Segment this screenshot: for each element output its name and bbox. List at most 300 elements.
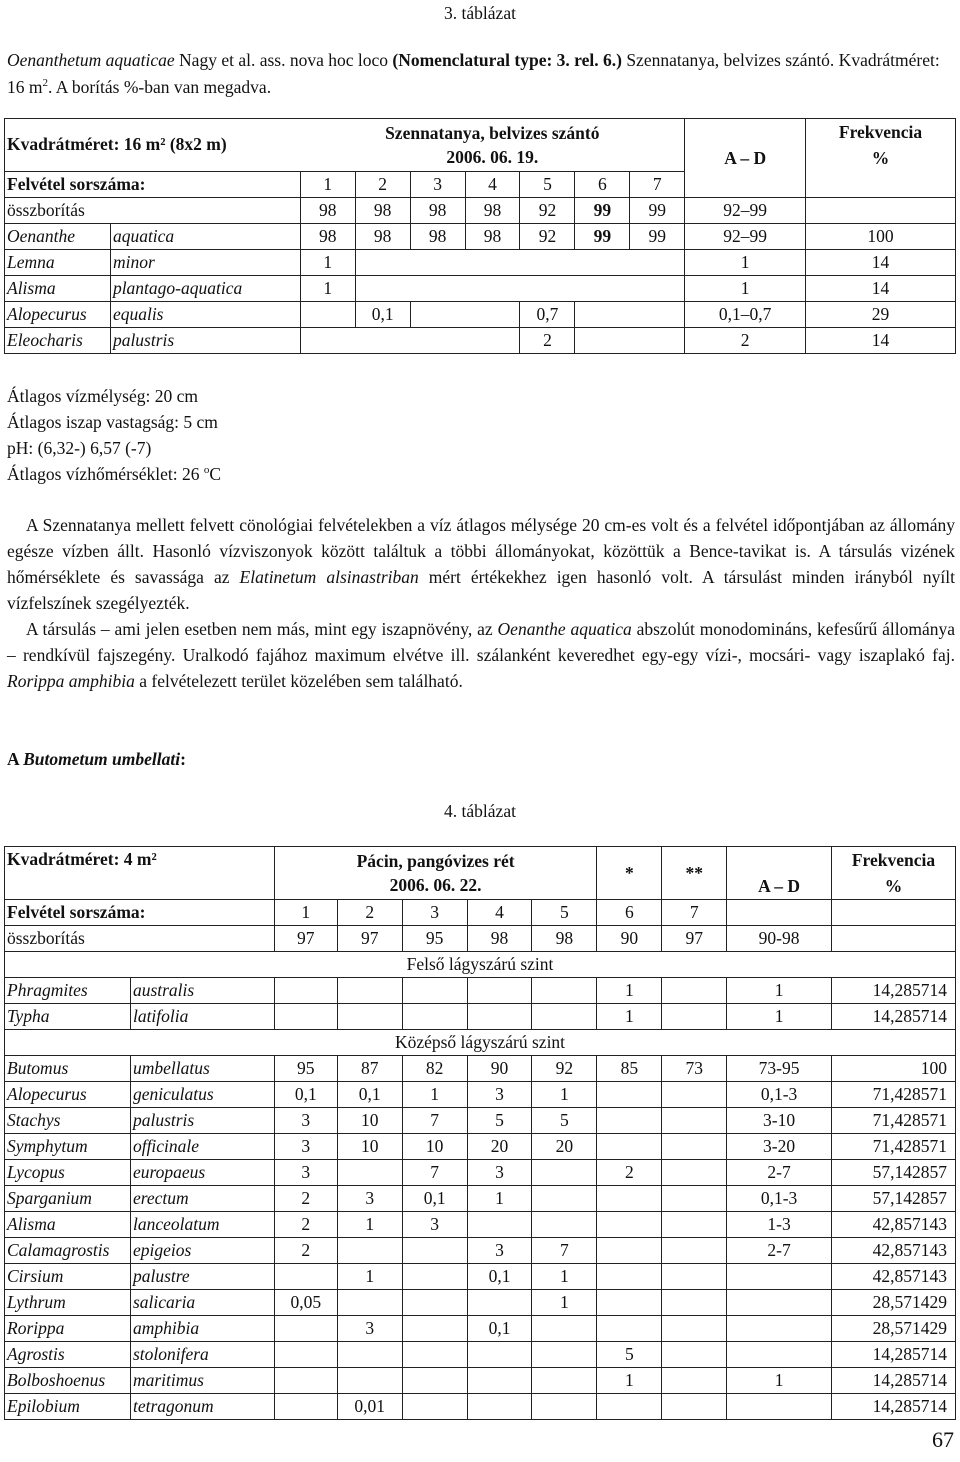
releve-number: 5 (532, 900, 597, 926)
cover-value: 1 (402, 1082, 467, 1108)
species: palustre (130, 1264, 274, 1290)
quadrat-size: Kvadrátméret: 4 m² (5, 847, 275, 900)
cover-value (597, 1238, 662, 1264)
cover-value (532, 978, 597, 1004)
empty-cell (832, 900, 956, 926)
cover-value (274, 1264, 337, 1290)
table3-releve-row (5, 171, 956, 197)
frequency-header: Frekvencia % (806, 119, 956, 172)
cover-value: 3 (274, 1108, 337, 1134)
cover-value: 98 (355, 197, 410, 223)
ad-value: 1-3 (727, 1212, 832, 1238)
paragraph-2: A társulás – ami jelen esetben nem más, mint egy iszapnövény, az Oenanthe aquatica abszolút monodomináns, kefesűrű állománya – rendkívül fajszegény. Uralkodó fajához maximum elvétve ill. szálanként keveredhet egy-egy vízi-, mocsári- vagy iszaplakó faj. Rorippa amphibia a felvételezett terület közelében sem található. (7, 619, 956, 691)
species: amphibia (130, 1316, 274, 1342)
site-notes (7, 383, 221, 487)
cover-value: 98 (410, 197, 465, 223)
cover-value: 0,01 (337, 1394, 402, 1420)
cover-value: 1 (300, 249, 355, 275)
species: lanceolatum (130, 1212, 274, 1238)
cover-value: 99 (575, 197, 630, 223)
cover-value: 82 (402, 1056, 467, 1082)
cover-value (532, 1212, 597, 1238)
cover-value: 97 (337, 926, 402, 952)
cover-value: 5 (532, 1108, 597, 1134)
frequency-value: 71,428571 (832, 1108, 956, 1134)
releve-number: 1 (274, 900, 337, 926)
cover-value (402, 978, 467, 1004)
species-row (5, 1056, 956, 1082)
table4-caption: 4. táblázat (444, 801, 516, 821)
table3-header-row (5, 119, 956, 172)
ad-value: 1 (727, 1368, 832, 1394)
cover-value: 0,1 (355, 301, 410, 327)
cover-value: 0,1 (467, 1264, 532, 1290)
genus: Eleocharis (5, 327, 111, 353)
genus: Alopecurus (5, 301, 111, 327)
cover-value (337, 978, 402, 1004)
ad-value (727, 1394, 832, 1420)
ad-value (727, 1342, 832, 1368)
releve-number: 6 (575, 171, 630, 197)
cover-value: 92 (520, 197, 575, 223)
quadrat-size: Kvadrátméret: 16 m² (8x2 m) (5, 119, 301, 172)
cover-value: 1 (532, 1290, 597, 1316)
genus: Rorippa (5, 1316, 131, 1342)
page-number: 67 (932, 1427, 954, 1452)
cover-value (597, 1082, 662, 1108)
cover-value: 5 (597, 1342, 662, 1368)
ad-value: 0,1-3 (727, 1186, 832, 1212)
species-row (5, 1394, 956, 1420)
genus: Stachys (5, 1108, 131, 1134)
cover-value: 0,7 (520, 301, 575, 327)
releve-number: 7 (630, 171, 685, 197)
cover-value (274, 1394, 337, 1420)
genus: Lycopus (5, 1160, 131, 1186)
cover-value (402, 1368, 467, 1394)
cover-value: 3 (467, 1082, 532, 1108)
empty-cell (806, 197, 956, 223)
species-row (5, 1212, 956, 1238)
species: latifolia (130, 1004, 274, 1030)
genus: Alisma (5, 1212, 131, 1238)
genus: Oenanthe (5, 223, 111, 249)
cover-value (532, 1186, 597, 1212)
species-row (5, 327, 956, 353)
cover-value (662, 1342, 727, 1368)
cover-value: 3 (337, 1186, 402, 1212)
cover-value (402, 1394, 467, 1420)
species: stolonifera (130, 1342, 274, 1368)
releve-number: 2 (355, 171, 410, 197)
frequency-value: 14,285714 (832, 978, 956, 1004)
cover-value: 3 (274, 1134, 337, 1160)
cover-value (402, 1238, 467, 1264)
cover-value (662, 1394, 727, 1420)
cover-value (465, 327, 520, 353)
table3-cover-row (5, 197, 956, 223)
cover-value: 7 (402, 1108, 467, 1134)
species: umbellatus (130, 1056, 274, 1082)
cover-value (662, 1212, 727, 1238)
frequency-value: 57,142857 (832, 1186, 956, 1212)
cover-value (274, 1004, 337, 1030)
cover-value: 98 (300, 223, 355, 249)
star-header: * (597, 847, 662, 900)
empty-cell (727, 900, 832, 926)
cover-value: 92 (520, 223, 575, 249)
location-text: Szennatanya, belvizes szántó. Kvadrátméret: 16 m (7, 50, 940, 97)
ad-value: 2-7 (727, 1238, 832, 1264)
species: geniculatus (130, 1082, 274, 1108)
ad-value: 2-7 (727, 1160, 832, 1186)
cover-value: 90 (597, 926, 662, 952)
ad-value: 3-10 (727, 1108, 832, 1134)
species-row (5, 1134, 956, 1160)
cover-value: 10 (337, 1134, 402, 1160)
cover-value (520, 249, 575, 275)
cover-value: 92 (532, 1056, 597, 1082)
cover-value (597, 1394, 662, 1420)
cover-value (465, 275, 520, 301)
cover-value: 7 (402, 1160, 467, 1186)
cover-value (662, 1368, 727, 1394)
table3-title (7, 47, 955, 101)
species: officinale (130, 1134, 274, 1160)
note-ph: pH: (6,32-) 6,57 (-7) (7, 438, 152, 458)
cover-value: 99 (575, 223, 630, 249)
frequency-value: 100 (832, 1056, 956, 1082)
paragraph-1: A Szennatanya mellett felvett cönológiai felvételekben a víz átlagos mélysége 20 cm-es volt és a felvétel időpontjában az állomány egésze vízben állt. Hasonló vízviszonyok között találtuk a többi állományokat, közöttük a Bence-tavikat is. A társulás vizének hőmérséklete és savassága az Elatinetum alsinastriban mért értékekhez igen hasonló volt. A társulást minden irányból nyílt vízfelszínek szegélyezték. (7, 515, 955, 613)
species-row (5, 1160, 956, 1186)
frequency-value: 14,285714 (832, 1394, 956, 1420)
cover-value (575, 249, 630, 275)
cover-value: 1 (532, 1264, 597, 1290)
cover-value (410, 327, 465, 353)
cover-value: 97 (662, 926, 727, 952)
ad-value: 3-20 (727, 1134, 832, 1160)
association-name: Oenanthetum aquaticae (7, 50, 175, 70)
species-row (5, 1290, 956, 1316)
cover-ad: 92–99 (685, 197, 806, 223)
cover-value: 1 (300, 275, 355, 301)
ad-value: 1 (727, 1004, 832, 1030)
cover-value (662, 1004, 727, 1030)
cover-value: 3 (337, 1316, 402, 1342)
site-date: Pácin, pangóvizes rét 2006. 06. 22. (274, 847, 597, 900)
cover-value: 0,1 (402, 1186, 467, 1212)
note-mud: Átlagos iszap vastagság: 5 cm (7, 412, 218, 432)
cover-value (410, 301, 465, 327)
cover-value (300, 327, 355, 353)
species-row (5, 1004, 956, 1030)
species-row (5, 1316, 956, 1342)
ad-header: A – D (727, 847, 832, 900)
cover-value (532, 1342, 597, 1368)
genus: Symphytum (5, 1134, 131, 1160)
note-depth: Átlagos vízmélység: 20 cm (7, 386, 199, 406)
cover-value: 1 (467, 1186, 532, 1212)
cover-value: 0,05 (274, 1290, 337, 1316)
cover-value: 1 (337, 1264, 402, 1290)
cover-value: 98 (465, 223, 520, 249)
cover-value: 87 (337, 1056, 402, 1082)
cover-value: 73 (662, 1056, 727, 1082)
cover-value: 3 (402, 1212, 467, 1238)
genus: Lythrum (5, 1290, 131, 1316)
cover-value (337, 1290, 402, 1316)
butometum-heading: A Butometum umbellati: (7, 749, 186, 769)
cover-value: 1 (597, 1004, 662, 1030)
genus: Butomus (5, 1056, 131, 1082)
releve-number: 3 (402, 900, 467, 926)
ad-value: 0,1–0,7 (685, 301, 806, 327)
ad-header: A – D (685, 119, 806, 172)
cover-value: 98 (410, 223, 465, 249)
cover-value (465, 249, 520, 275)
cover-value: 3 (467, 1238, 532, 1264)
species: erectum (130, 1186, 274, 1212)
table3-caption: 3. táblázat (444, 3, 516, 23)
cover-ad: 90-98 (727, 926, 832, 952)
cover-value: 1 (337, 1212, 402, 1238)
cover-value (597, 1264, 662, 1290)
cover-value: 98 (467, 926, 532, 952)
section-row (5, 952, 956, 978)
cover-value (532, 1368, 597, 1394)
ad-value: 73-95 (727, 1056, 832, 1082)
cover-value: 1 (597, 978, 662, 1004)
cover-value (355, 249, 410, 275)
cover-value (520, 275, 575, 301)
species: palustris (130, 1108, 274, 1134)
cover-value: 3 (274, 1160, 337, 1186)
note-temperature: Átlagos vízhőmérséklet: 26 $^o$C (7, 464, 222, 484)
cover-label: összborítás (5, 926, 275, 952)
cover-value (597, 1290, 662, 1316)
cover-value: 3 (467, 1160, 532, 1186)
frequency-value: 100 (806, 223, 956, 249)
genus: Epilobium (5, 1394, 131, 1420)
ad-value: 1 (685, 275, 806, 301)
cover-value (662, 1264, 727, 1290)
cover-value: 99 (630, 223, 685, 249)
cover-value (410, 275, 465, 301)
ad-value: 0,1-3 (727, 1082, 832, 1108)
cover-value (467, 978, 532, 1004)
cover-value (300, 301, 355, 327)
cover-value (465, 301, 520, 327)
nomenclatural-type: (Nomenclatural type: 3. rel. 6.) (392, 50, 622, 70)
superscript: 2 (42, 77, 48, 90)
cover-value: 98 (465, 197, 520, 223)
cover-value (662, 1316, 727, 1342)
table4-cover-row (5, 926, 956, 952)
cover-value (355, 275, 410, 301)
releve-number: 3 (410, 171, 465, 197)
cover-value: 99 (630, 197, 685, 223)
cover-label: összborítás (5, 197, 301, 223)
frequency-value: 71,428571 (832, 1082, 956, 1108)
cover-value: 0,1 (337, 1082, 402, 1108)
genus: Alopecurus (5, 1082, 131, 1108)
species-row (5, 301, 956, 327)
frequency-value: 14,285714 (832, 1004, 956, 1030)
cover-value (575, 275, 630, 301)
releve-label: Felvétel sorszáma: (5, 900, 275, 926)
cover-value (337, 1160, 402, 1186)
genus: Phragmites (5, 978, 131, 1004)
cover-value (662, 1082, 727, 1108)
species-row (5, 1368, 956, 1394)
cover-value: 98 (355, 223, 410, 249)
cover-value (337, 1238, 402, 1264)
cover-value (402, 1290, 467, 1316)
cover-value: 10 (402, 1134, 467, 1160)
cover-value (575, 301, 630, 327)
species: epigeios (130, 1238, 274, 1264)
frequency-value: 42,857143 (832, 1212, 956, 1238)
cover-value (662, 1134, 727, 1160)
empty-cell (685, 171, 806, 197)
cover-value: 2 (520, 327, 575, 353)
species-row (5, 275, 956, 301)
cover-value (532, 1004, 597, 1030)
cover-value: 90 (467, 1056, 532, 1082)
cover-value (575, 327, 630, 353)
cover-value (597, 1186, 662, 1212)
frequency-value: 71,428571 (832, 1134, 956, 1160)
table3 (4, 118, 956, 354)
cover-value (597, 1134, 662, 1160)
body-text (7, 512, 955, 694)
cover-value: 98 (532, 926, 597, 952)
frequency-value: 42,857143 (832, 1264, 956, 1290)
genus: Agrostis (5, 1342, 131, 1368)
species-row (5, 249, 956, 275)
species: maritimus (130, 1368, 274, 1394)
frequency-value: 28,571429 (832, 1316, 956, 1342)
frequency-value: 57,142857 (832, 1160, 956, 1186)
releve-number: 2 (337, 900, 402, 926)
cover-value (630, 275, 685, 301)
species-row (5, 1082, 956, 1108)
cover-value (597, 1108, 662, 1134)
ad-value (727, 1290, 832, 1316)
genus: Alisma (5, 275, 111, 301)
ad-value: 1 (727, 978, 832, 1004)
frequency-value: 14,285714 (832, 1342, 956, 1368)
cover-value (630, 249, 685, 275)
double-star-header: ** (662, 847, 727, 900)
releve-number: 4 (465, 171, 520, 197)
species: tetragonum (130, 1394, 274, 1420)
releve-number: 1 (300, 171, 355, 197)
section-title: Középső lágyszárú szint (5, 1030, 956, 1056)
cover-value (467, 1394, 532, 1420)
cover-value (274, 978, 337, 1004)
cover-value (402, 1004, 467, 1030)
cover-value: 5 (467, 1108, 532, 1134)
cover-value: 1 (532, 1082, 597, 1108)
species-row (5, 1342, 956, 1368)
empty-cell (806, 171, 956, 197)
table4-releve-row (5, 900, 956, 926)
empty-cell (832, 926, 956, 952)
species: palustris (110, 327, 300, 353)
cover-value: 95 (402, 926, 467, 952)
cover-value: 10 (337, 1108, 402, 1134)
frequency-value: 14,285714 (832, 1368, 956, 1394)
cover-value: 0,1 (274, 1082, 337, 1108)
frequency-value: 14 (806, 275, 956, 301)
cover-value: 0,1 (467, 1316, 532, 1342)
genus: Sparganium (5, 1186, 131, 1212)
cover-value (662, 978, 727, 1004)
ad-value: 2 (685, 327, 806, 353)
genus: Bolboshoenus (5, 1368, 131, 1394)
cover-value (355, 327, 410, 353)
cover-value (402, 1342, 467, 1368)
section-title: Felső lágyszárú szint (5, 952, 956, 978)
cover-value (337, 1368, 402, 1394)
cover-value (337, 1004, 402, 1030)
cover-value (532, 1394, 597, 1420)
cover-value (630, 327, 685, 353)
releve-label: Felvétel sorszáma: (5, 171, 301, 197)
cover-value: 20 (532, 1134, 597, 1160)
genus: Calamagrostis (5, 1238, 131, 1264)
species-row (5, 1238, 956, 1264)
species: minor (110, 249, 300, 275)
cover-value: 97 (274, 926, 337, 952)
cover-value (274, 1368, 337, 1394)
frequency-value: 29 (806, 301, 956, 327)
cover-value (410, 249, 465, 275)
cover-value (467, 1290, 532, 1316)
genus: Lemna (5, 249, 111, 275)
cover-value (467, 1368, 532, 1394)
species-row (5, 1264, 956, 1290)
cover-value (630, 301, 685, 327)
cover-value (597, 1316, 662, 1342)
cover-value (597, 1212, 662, 1238)
species-row (5, 978, 956, 1004)
species-row (5, 1186, 956, 1212)
releve-number: 5 (520, 171, 575, 197)
title-end: . A borítás %-ban van megadva. (48, 77, 272, 97)
ad-value: 92–99 (685, 223, 806, 249)
cover-value (662, 1108, 727, 1134)
cover-value (532, 1160, 597, 1186)
genus: Typha (5, 1004, 131, 1030)
releve-number: 4 (467, 900, 532, 926)
cover-value (467, 1004, 532, 1030)
cover-value (274, 1316, 337, 1342)
cover-value (662, 1160, 727, 1186)
species: equalis (110, 301, 300, 327)
frequency-value: 42,857143 (832, 1238, 956, 1264)
species-row (5, 1108, 956, 1134)
frequency-header: Frekvencia % (832, 847, 956, 900)
site-date: Szennatanya, belvizes szántó 2006. 06. 19. (300, 119, 684, 172)
section-row (5, 1030, 956, 1056)
cover-value (337, 1342, 402, 1368)
species: salicaria (130, 1290, 274, 1316)
cover-value: 2 (274, 1238, 337, 1264)
ad-value (727, 1316, 832, 1342)
releve-number: 7 (662, 900, 727, 926)
